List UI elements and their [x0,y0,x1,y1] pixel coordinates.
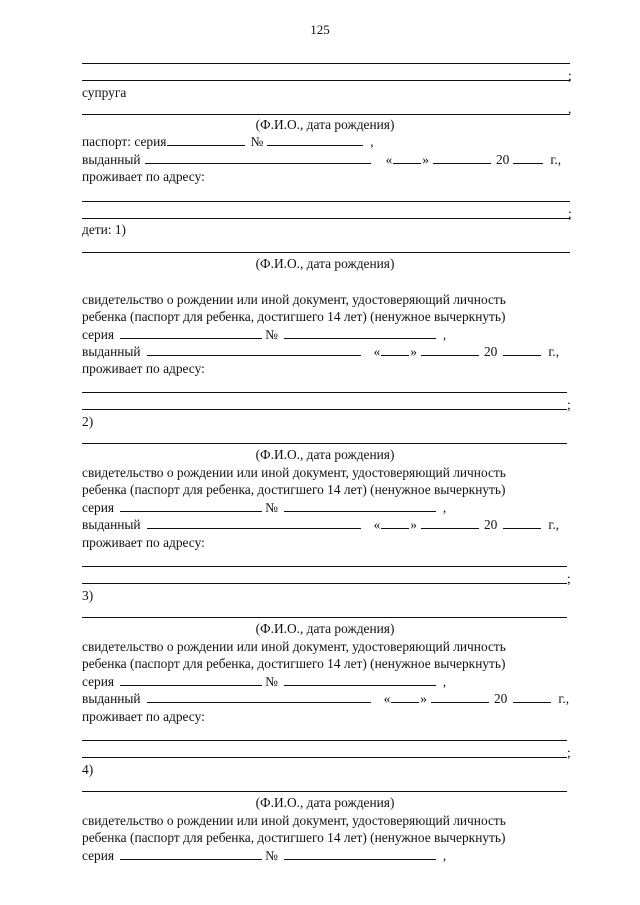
blank-field [284,848,436,860]
blank-line [82,409,567,410]
fio-caption: (Ф.И.О., дата рождения) [255,256,395,271]
spouse-label: супруга [82,85,127,100]
child-3-label: 3) [82,588,94,603]
number-sign: № [265,327,278,342]
child-2-label: 2) [82,414,94,429]
issued-line [82,152,561,167]
blank-field [147,344,361,356]
blank-line [82,201,570,202]
blank-line [82,757,567,758]
blank-field [145,152,371,164]
comma: , [442,327,447,342]
issued-line [82,517,559,532]
certificate-line: ребенка (паспорт для ребенка, достигшего 14 лет) (ненужное вычеркнуть) [82,309,506,324]
year-prefix: 20 [483,344,498,359]
certificate-line: ребенка (паспорт для ребенка, достигшего 14 лет) (ненужное вычеркнуть) [82,830,506,845]
blank-line [82,80,570,81]
passport-series-label: паспорт: серия [82,134,167,149]
quote-close: » [410,344,417,359]
semicolon: ; [568,206,572,221]
number-sign: № [265,848,278,863]
blank-field [503,344,541,356]
semicolon: ; [567,571,571,586]
address-label: проживает по адресу: [82,361,205,376]
year-suffix: г., [558,691,570,706]
series-label: серия [82,500,115,515]
quote-open: « [383,691,391,706]
blank-line [82,252,570,253]
quote-close: » [420,691,427,706]
series-line [82,500,446,515]
blank-line [82,583,567,584]
issued-label: выданный [82,152,141,167]
blank-line [82,114,570,115]
blank-field [381,344,409,356]
blank-field [147,691,371,703]
child-4-label: 4) [82,762,94,777]
address-label: проживает по адресу: [82,709,205,724]
semicolon: ; [567,397,571,412]
quote-close: » [410,517,417,532]
address-label: проживает по адресу: [82,169,205,184]
blank-field [393,152,421,164]
year-suffix: г., [550,152,562,167]
certificate-line: свидетельство о рождении или иной документ, удостоверяющий личность [82,813,506,828]
year-prefix: 20 [495,152,510,167]
year-suffix: г., [548,344,560,359]
certificate-line: свидетельство о рождении или иной документ, удостоверяющий личность [82,639,506,654]
page-number: 125 [310,22,330,37]
address-label: проживает по адресу: [82,535,205,550]
blank-line [82,791,567,792]
semicolon: ; [568,68,572,83]
comma: , [442,674,447,689]
blank-field [120,327,262,339]
series-line [82,848,446,863]
blank-field [421,517,479,529]
blank-field [513,691,551,703]
blank-line [82,566,567,567]
blank-field [513,152,543,164]
number-sign: № [265,674,278,689]
blank-field [120,500,262,512]
issued-line [82,344,559,359]
comma: , [442,500,447,515]
blank-line [82,63,570,64]
blank-line [82,392,567,393]
quote-open: « [373,517,381,532]
blank-field [421,344,479,356]
comma: , [568,101,572,116]
year-suffix: г., [548,517,560,532]
blank-line [82,740,567,741]
issued-label: выданный [82,344,141,359]
certificate-line: свидетельство о рождении или иной документ, удостоверяющий личность [82,292,506,307]
blank-field [167,134,245,146]
year-prefix: 20 [493,691,508,706]
year-prefix: 20 [483,517,498,532]
blank-field [120,674,262,686]
fio-caption: (Ф.И.О., дата рождения) [255,795,395,810]
number-sign: № [265,500,278,515]
blank-field [433,152,491,164]
certificate-line: ребенка (паспорт для ребенка, достигшего 14 лет) (ненужное вычеркнуть) [82,482,506,497]
series-line [82,327,446,342]
series-label: серия [82,327,115,342]
fio-caption: (Ф.И.О., дата рождения) [255,447,395,462]
blank-field [381,517,409,529]
number-sign: № [250,134,264,149]
children-label: дети: 1) [82,222,126,237]
quote-close: » [422,152,429,167]
blank-field [284,500,436,512]
passport-line [82,134,374,149]
issued-label: выданный [82,517,141,532]
quote-open: « [373,344,381,359]
blank-field [391,691,419,703]
quote-open: « [385,152,393,167]
blank-field [120,848,262,860]
fio-caption: (Ф.И.О., дата рождения) [255,117,395,132]
blank-field [284,674,436,686]
semicolon: ; [567,745,571,760]
blank-field [267,134,363,146]
blank-field [431,691,489,703]
blank-line [82,617,567,618]
series-label: серия [82,848,115,863]
comma: , [442,848,447,863]
blank-line [82,443,567,444]
blank-field [147,517,361,529]
blank-field [284,327,436,339]
blank-field [503,517,541,529]
comma: , [370,134,374,149]
blank-line [82,218,570,219]
certificate-line: свидетельство о рождении или иной документ, удостоверяющий личность [82,465,506,480]
issued-label: выданный [82,691,141,706]
series-label: серия [82,674,115,689]
certificate-line: ребенка (паспорт для ребенка, достигшего 14 лет) (ненужное вычеркнуть) [82,656,506,671]
series-line [82,674,446,689]
issued-line [82,691,569,706]
fio-caption: (Ф.И.О., дата рождения) [255,621,395,636]
